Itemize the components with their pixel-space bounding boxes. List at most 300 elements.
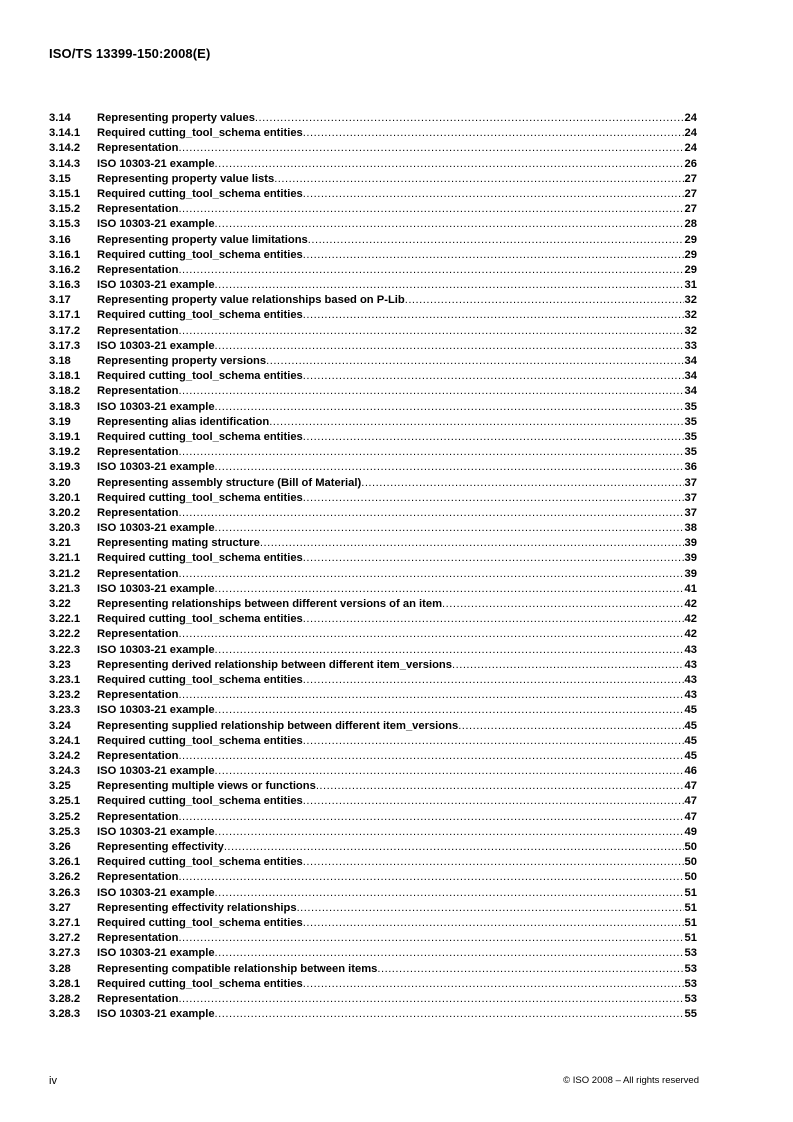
toc-entry-number: 3.26.3	[49, 886, 81, 899]
toc-dot-leader	[178, 688, 683, 703]
toc-entry-page: 42	[684, 598, 697, 610]
toc-entry-page: 53	[684, 962, 697, 975]
toc-dot-leader	[260, 536, 684, 551]
toc-entry-number: 3.27.2	[49, 932, 81, 945]
toc-entry[interactable]	[49, 567, 697, 582]
toc-entry-title: ISO 10303-21 example	[97, 765, 215, 778]
toc-entry-page: 45	[684, 734, 697, 747]
toc-dot-leader	[178, 141, 683, 156]
toc-entry-title: Required cutting_tool_schema entities	[97, 127, 303, 140]
toc-entry-page: 45	[684, 704, 697, 717]
toc-entry[interactable]	[49, 187, 697, 202]
toc-entry-number: 3.20.1	[49, 491, 81, 504]
toc-dot-leader	[303, 977, 684, 992]
toc-dot-leader	[215, 521, 684, 536]
toc-dot-leader	[405, 293, 684, 308]
toc-entry-title: Representation	[97, 749, 179, 762]
toc-entry-title: Required cutting_tool_schema entities	[97, 552, 303, 565]
toc-entry-page: 43	[684, 643, 697, 656]
toc-entry-page: 43	[684, 689, 697, 702]
toc-entry-page: 24	[684, 142, 697, 155]
toc-entry-number: 3.28.2	[49, 992, 81, 1005]
toc-dot-leader	[178, 263, 683, 278]
toc-entry[interactable]	[49, 491, 697, 506]
toc-entry-title: Representing mating structure	[97, 537, 260, 550]
table-of-contents	[49, 111, 697, 1022]
toc-dot-leader	[452, 658, 684, 673]
toc-dot-leader	[303, 916, 684, 931]
toc-dot-leader	[377, 962, 683, 977]
toc-entry-number: 3.23	[49, 658, 71, 671]
toc-entry-number: 3.15.2	[49, 203, 81, 216]
toc-entry[interactable]	[49, 157, 697, 172]
toc-entry[interactable]	[49, 384, 697, 399]
toc-entry[interactable]	[49, 627, 697, 642]
toc-dot-leader	[303, 126, 684, 141]
toc-entry-number: 3.19.2	[49, 446, 81, 459]
toc-entry-number: 3.18.3	[49, 400, 81, 413]
toc-dot-leader	[361, 476, 683, 491]
toc-entry-number: 3.14.3	[49, 157, 81, 170]
toc-dot-leader	[178, 445, 683, 460]
document-id-header: ISO/TS 13399-150:2008(E)	[49, 46, 211, 61]
toc-dot-leader	[442, 597, 684, 612]
toc-entry[interactable]	[49, 855, 697, 870]
toc-dot-leader	[215, 886, 684, 901]
toc-dot-leader	[224, 840, 684, 855]
toc-entry-title: Representation	[97, 324, 179, 337]
toc-entry[interactable]	[49, 825, 697, 840]
toc-entry-title: ISO 10303-21 example	[97, 825, 215, 838]
toc-entry[interactable]	[49, 946, 697, 961]
toc-entry-title: Representation	[97, 689, 179, 702]
toc-entry-page: 24	[684, 127, 697, 140]
toc-entry-page: 33	[684, 339, 697, 352]
toc-entry-title: ISO 10303-21 example	[97, 704, 215, 717]
toc-entry-number: 3.17.1	[49, 309, 81, 322]
toc-entry[interactable]	[49, 293, 697, 308]
toc-entry-page: 31	[684, 279, 697, 292]
toc-dot-leader	[303, 612, 684, 627]
toc-entry-title: ISO 10303-21 example	[97, 400, 215, 413]
toc-entry-number: 3.19	[49, 415, 71, 428]
toc-entry-page: 50	[684, 841, 697, 853]
toc-entry-number: 3.24.1	[49, 734, 81, 747]
toc-entry[interactable]	[49, 430, 697, 445]
toc-entry[interactable]	[49, 643, 697, 658]
toc-dot-leader	[215, 1007, 684, 1022]
toc-entry-title: Representation	[97, 871, 179, 884]
toc-entry-title: Required cutting_tool_schema entities	[97, 977, 303, 990]
toc-entry-page: 42	[684, 628, 697, 641]
toc-dot-leader	[303, 673, 684, 688]
toc-entry[interactable]	[49, 597, 697, 612]
toc-entry-page: 32	[684, 324, 697, 337]
toc-entry[interactable]	[49, 111, 697, 126]
toc-dot-leader	[303, 308, 684, 323]
toc-dot-leader	[215, 217, 684, 232]
toc-entry-number: 3.15.1	[49, 187, 81, 200]
toc-entry[interactable]	[49, 339, 697, 354]
toc-dot-leader	[178, 749, 683, 764]
toc-dot-leader	[215, 460, 684, 475]
toc-entry-title: Representation	[97, 567, 179, 580]
toc-entry[interactable]	[49, 612, 697, 627]
toc-entry-number: 3.28.1	[49, 977, 81, 990]
toc-entry-number: 3.22	[49, 598, 71, 610]
toc-dot-leader	[303, 855, 684, 870]
toc-entry-number: 3.14	[49, 112, 71, 124]
toc-entry-title: Representing assembly structure (Bill of Material)	[97, 476, 362, 489]
toc-entry-title: Representing property values	[97, 112, 255, 124]
toc-entry[interactable]	[49, 703, 697, 718]
toc-entry-title: Required cutting_tool_schema entities	[97, 187, 303, 200]
toc-dot-leader	[303, 491, 684, 506]
toc-dot-leader	[178, 992, 683, 1007]
toc-dot-leader	[215, 764, 684, 779]
toc-entry-page: 51	[684, 916, 697, 929]
toc-entry-title: Representation	[97, 992, 179, 1005]
toc-entry-number: 3.24.2	[49, 749, 81, 762]
toc-dot-leader	[178, 324, 683, 339]
toc-entry-number: 3.23.3	[49, 704, 81, 717]
toc-dot-leader	[178, 870, 683, 885]
toc-entry-number: 3.18.2	[49, 385, 81, 398]
toc-entry[interactable]	[49, 248, 697, 263]
toc-entry[interactable]	[49, 233, 697, 248]
toc-entry-page: 53	[684, 992, 697, 1005]
toc-dot-leader	[458, 719, 683, 734]
toc-entry-title: Required cutting_tool_schema entities	[97, 491, 303, 504]
toc-entry-number: 3.14.1	[49, 127, 81, 140]
toc-entry-number: 3.26.1	[49, 856, 81, 869]
toc-entry[interactable]	[49, 460, 697, 475]
toc-entry-page: 34	[684, 385, 697, 398]
toc-entry[interactable]	[49, 810, 697, 825]
toc-entry-title: ISO 10303-21 example	[97, 886, 215, 899]
toc-dot-leader	[303, 794, 684, 809]
toc-entry[interactable]	[49, 673, 697, 688]
toc-dot-leader	[215, 946, 684, 961]
toc-entry-number: 3.25	[49, 780, 71, 793]
toc-entry[interactable]	[49, 779, 697, 794]
toc-entry-title: Representation	[97, 628, 179, 641]
toc-entry-title: Required cutting_tool_schema entities	[97, 734, 303, 747]
toc-entry-number: 3.23.1	[49, 673, 81, 686]
toc-dot-leader	[178, 810, 683, 825]
toc-entry[interactable]	[49, 172, 697, 187]
toc-entry[interactable]	[49, 308, 697, 323]
toc-entry-number: 3.17	[49, 294, 71, 307]
toc-entry-number: 3.17.3	[49, 339, 81, 352]
toc-dot-leader	[215, 643, 684, 658]
toc-entry-page: 32	[684, 294, 697, 307]
toc-entry-number: 3.25.2	[49, 810, 81, 823]
toc-entry-page: 24	[684, 112, 697, 124]
toc-entry-page: 43	[684, 658, 697, 671]
toc-entry-number: 3.24	[49, 719, 71, 732]
toc-dot-leader	[178, 506, 683, 521]
toc-entry-title: ISO 10303-21 example	[97, 157, 215, 170]
toc-entry-title: Required cutting_tool_schema entities	[97, 916, 303, 929]
toc-entry-page: 51	[684, 932, 697, 945]
toc-dot-leader	[308, 233, 684, 248]
toc-entry-title: ISO 10303-21 example	[97, 1008, 215, 1021]
toc-entry[interactable]	[49, 749, 697, 764]
toc-entry[interactable]	[49, 354, 697, 369]
toc-entry[interactable]	[49, 400, 697, 415]
toc-entry[interactable]	[49, 506, 697, 521]
toc-entry-number: 3.19.1	[49, 430, 81, 443]
toc-entry-title: Representing derived relationship between different item_versions	[97, 658, 452, 671]
toc-entry-page: 53	[684, 977, 697, 990]
toc-entry-title: Representation	[97, 263, 179, 276]
toc-entry-title: Required cutting_tool_schema entities	[97, 370, 303, 383]
toc-entry[interactable]	[49, 840, 697, 855]
toc-entry-number: 3.16.2	[49, 263, 81, 276]
toc-entry-title: Required cutting_tool_schema entities	[97, 430, 303, 443]
toc-entry-page: 37	[684, 506, 697, 519]
toc-entry-title: Required cutting_tool_schema entities	[97, 673, 303, 686]
toc-entry[interactable]	[49, 794, 697, 809]
toc-entry-title: Required cutting_tool_schema entities	[97, 309, 303, 322]
toc-entry-page: 35	[684, 415, 697, 428]
toc-entry-title: Required cutting_tool_schema entities	[97, 248, 303, 261]
toc-entry-title: Representing property value relationships based on P-Lib	[97, 294, 405, 307]
toc-entry-title: ISO 10303-21 example	[97, 339, 215, 352]
toc-dot-leader	[303, 430, 684, 445]
toc-entry-title: Representation	[97, 142, 179, 155]
toc-dot-leader	[178, 202, 683, 217]
toc-entry-number: 3.21.2	[49, 567, 81, 580]
toc-entry-title: Representing alias identification	[97, 415, 270, 428]
toc-entry-page: 35	[684, 446, 697, 459]
toc-dot-leader	[303, 369, 684, 384]
toc-entry[interactable]	[49, 278, 697, 293]
toc-entry[interactable]	[49, 734, 697, 749]
toc-entry-page: 27	[684, 187, 697, 200]
toc-entry-title: Representation	[97, 385, 179, 398]
toc-entry[interactable]	[49, 931, 697, 946]
toc-entry-page: 51	[684, 886, 697, 899]
toc-entry-title: Required cutting_tool_schema entities	[97, 613, 303, 626]
toc-entry-number: 3.18.1	[49, 370, 81, 383]
toc-entry[interactable]	[49, 1007, 697, 1022]
toc-entry-page: 39	[684, 552, 697, 565]
toc-entry-page: 45	[684, 719, 697, 732]
toc-entry-number: 3.28.3	[49, 1008, 81, 1021]
toc-entry-page: 37	[684, 476, 697, 489]
toc-entry-number: 3.15.3	[49, 218, 81, 231]
toc-entry[interactable]	[49, 764, 697, 779]
toc-entry-page: 50	[684, 856, 697, 869]
toc-entry-title: Representation	[97, 203, 179, 216]
toc-entry-number: 3.21.3	[49, 582, 81, 595]
toc-entry-number: 3.27.3	[49, 947, 81, 960]
toc-dot-leader	[303, 734, 684, 749]
toc-entry-page: 47	[684, 795, 697, 808]
toc-entry-title: Representing compatible relationship between items	[97, 962, 378, 975]
toc-dot-leader	[215, 157, 684, 172]
toc-entry[interactable]	[49, 141, 697, 156]
toc-entry-page: 29	[684, 233, 697, 246]
toc-entry-page: 39	[684, 537, 697, 550]
toc-entry-number: 3.28	[49, 962, 71, 975]
toc-entry-title: Representing property versions	[97, 355, 267, 367]
toc-entry[interactable]	[49, 415, 697, 430]
toc-entry-page: 27	[684, 172, 697, 185]
toc-entry-page: 28	[684, 218, 697, 231]
toc-entry-title: ISO 10303-21 example	[97, 218, 215, 231]
toc-entry-number: 3.26	[49, 841, 71, 853]
toc-entry[interactable]	[49, 977, 697, 992]
toc-entry-page: 49	[684, 825, 697, 838]
toc-entry-page: 27	[684, 203, 697, 216]
toc-entry[interactable]	[49, 658, 697, 673]
toc-dot-leader	[178, 627, 683, 642]
toc-entry-title: Representing supplied relationship between different item_versions	[97, 719, 459, 732]
toc-entry-title: ISO 10303-21 example	[97, 522, 215, 535]
page-number: iv	[49, 1075, 57, 1087]
toc-entry-title: Representation	[97, 810, 179, 823]
toc-entry-number: 3.22.2	[49, 628, 81, 641]
toc-dot-leader	[215, 339, 684, 354]
toc-entry-number: 3.25.3	[49, 825, 81, 838]
toc-entry-title: ISO 10303-21 example	[97, 582, 215, 595]
toc-entry-title: Required cutting_tool_schema entities	[97, 856, 303, 869]
toc-dot-leader	[215, 703, 684, 718]
toc-entry-page: 37	[684, 491, 697, 504]
toc-entry-title: Representation	[97, 932, 179, 945]
toc-entry-title: ISO 10303-21 example	[97, 947, 215, 960]
toc-entry[interactable]	[49, 126, 697, 141]
toc-entry-title: Representing property value limitations	[97, 233, 308, 246]
toc-dot-leader	[269, 415, 683, 430]
toc-entry-page: 35	[684, 430, 697, 443]
toc-entry-number: 3.23.2	[49, 689, 81, 702]
toc-entry-page: 32	[684, 309, 697, 322]
toc-dot-leader	[178, 567, 683, 582]
toc-entry[interactable]	[49, 916, 697, 931]
toc-dot-leader	[303, 551, 684, 566]
toc-entry-page: 47	[684, 810, 697, 823]
toc-dot-leader	[215, 582, 684, 597]
toc-entry-page: 51	[684, 901, 697, 914]
toc-entry-number: 3.27.1	[49, 916, 81, 929]
toc-entry-page: 43	[684, 673, 697, 686]
toc-dot-leader	[215, 825, 684, 840]
toc-entry-title: Representing multiple views or functions	[97, 780, 316, 793]
toc-entry-number: 3.16.1	[49, 248, 81, 261]
toc-entry-number: 3.14.2	[49, 142, 81, 155]
toc-entry-page: 35	[684, 400, 697, 413]
toc-entry[interactable]	[49, 521, 697, 536]
toc-entry-title: ISO 10303-21 example	[97, 461, 215, 474]
toc-dot-leader	[303, 187, 684, 202]
toc-dot-leader	[215, 400, 684, 415]
toc-entry-number: 3.16.3	[49, 279, 81, 292]
toc-entry-number: 3.17.2	[49, 324, 81, 337]
toc-entry[interactable]	[49, 202, 697, 217]
toc-entry-page: 26	[684, 157, 697, 170]
toc-entry-page: 39	[684, 567, 697, 580]
toc-dot-leader	[215, 278, 684, 293]
toc-entry-title: Representation	[97, 506, 179, 519]
toc-entry-number: 3.26.2	[49, 871, 81, 884]
toc-entry-page: 45	[684, 749, 697, 762]
toc-entry-page: 47	[684, 780, 697, 793]
toc-entry[interactable]	[49, 992, 697, 1007]
toc-entry-title: Representing effectivity relationships	[97, 901, 297, 914]
toc-entry[interactable]	[49, 369, 697, 384]
toc-entry-title: Representing effectivity	[97, 841, 224, 853]
toc-dot-leader	[255, 111, 684, 126]
toc-entry[interactable]	[49, 263, 697, 278]
toc-entry[interactable]	[49, 719, 697, 734]
toc-entry-number: 3.21.1	[49, 552, 81, 565]
toc-entry[interactable]	[49, 688, 697, 703]
toc-entry-page: 29	[684, 248, 697, 261]
toc-entry-number: 3.22.1	[49, 613, 81, 626]
toc-entry[interactable]	[49, 901, 697, 916]
toc-entry-title: ISO 10303-21 example	[97, 643, 215, 656]
copyright-notice: © ISO 2008 – All rights reserved	[563, 1075, 699, 1086]
toc-entry[interactable]	[49, 445, 697, 460]
toc-entry-page: 34	[684, 370, 697, 383]
toc-dot-leader	[178, 384, 683, 399]
toc-entry-page: 50	[684, 871, 697, 884]
toc-entry[interactable]	[49, 886, 697, 901]
toc-entry[interactable]	[49, 962, 697, 977]
toc-entry-page: 55	[684, 1008, 697, 1021]
toc-entry-page: 42	[684, 613, 697, 626]
toc-entry-page: 36	[684, 461, 697, 474]
toc-entry-title: ISO 10303-21 example	[97, 279, 215, 292]
toc-entry-title: Representing relationships between different versions of an item	[97, 598, 443, 610]
toc-dot-leader	[274, 172, 683, 187]
toc-entry-number: 3.25.1	[49, 795, 81, 808]
toc-entry-page: 46	[684, 765, 697, 778]
toc-dot-leader	[178, 931, 683, 946]
toc-entry[interactable]	[49, 217, 697, 232]
toc-entry[interactable]	[49, 476, 697, 491]
toc-entry-number: 3.16	[49, 233, 71, 246]
toc-entry-page: 34	[684, 355, 697, 367]
toc-dot-leader	[316, 779, 684, 794]
toc-entry[interactable]	[49, 551, 697, 566]
toc-entry[interactable]	[49, 870, 697, 885]
toc-entry-number: 3.20.2	[49, 506, 81, 519]
toc-entry-page: 41	[684, 582, 697, 595]
toc-entry[interactable]	[49, 324, 697, 339]
toc-entry-page: 53	[684, 947, 697, 960]
toc-dot-leader	[303, 248, 684, 263]
toc-entry-title: Representing property value lists	[97, 172, 275, 185]
toc-entry-title: Representation	[97, 446, 179, 459]
toc-entry-number: 3.27	[49, 901, 71, 914]
toc-entry-number: 3.20.3	[49, 522, 81, 535]
toc-dot-leader	[266, 354, 683, 369]
toc-dot-leader	[297, 901, 684, 916]
toc-entry-page: 29	[684, 263, 697, 276]
toc-entry-number: 3.22.3	[49, 643, 81, 656]
toc-entry[interactable]	[49, 582, 697, 597]
toc-entry-page: 38	[684, 522, 697, 535]
toc-entry-title: Required cutting_tool_schema entities	[97, 795, 303, 808]
toc-entry-number: 3.19.3	[49, 461, 81, 474]
toc-entry[interactable]	[49, 536, 697, 551]
toc-entry-number: 3.24.3	[49, 765, 81, 778]
